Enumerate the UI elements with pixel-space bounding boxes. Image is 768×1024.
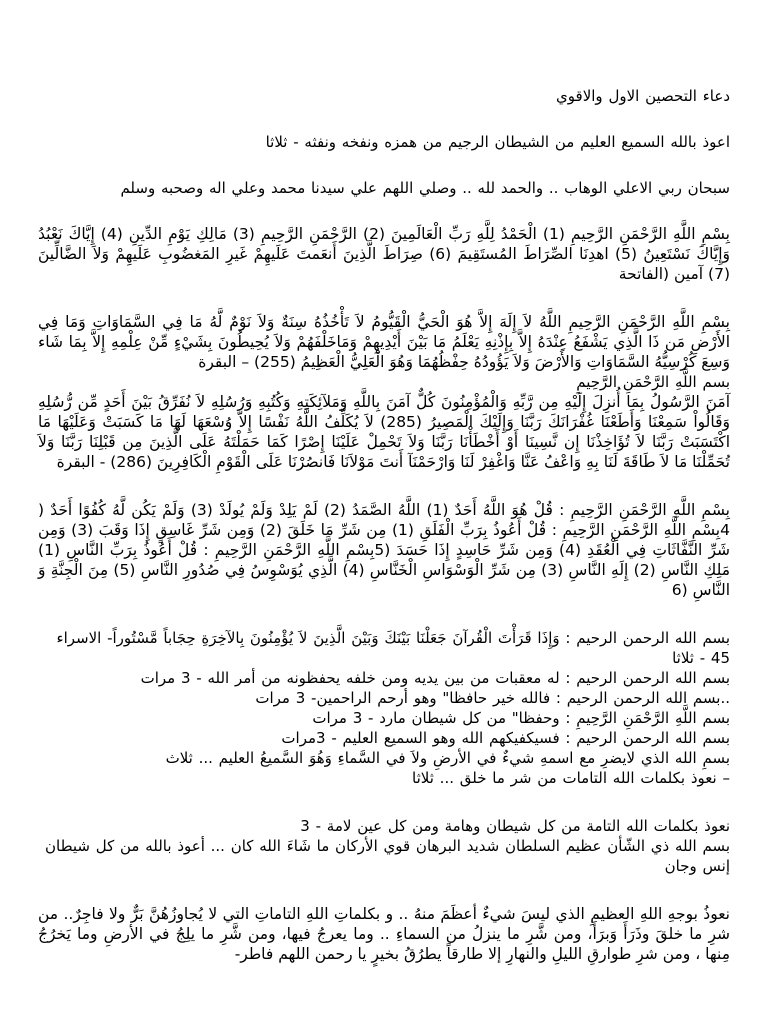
ayat-kursi-paragraph: بِسْمِ اللَّهِ الرَّحْمَنِ الرَّحِيمِ اللَّهُ لاَ إِلَهَ إِلاَّ هُوَ الْحَيُّ الْقَيُّومُ لاَ تَأْخُذُهُ سِنَةٌ وَلاَ نَوْمٌ لَّهُ مَا فِي السَّمَاوَاتِ وَمَا فِي الأَرْضِ مَن ذَا الَّذِي يَشْفَعُ عِنْدَهُ إِلاَّ بِإِذْنِهِ يَعْلَمُ مَا بَيْنَ أَيْدِيهِمْ وَمَاخَلْفَهُمْ وَلاَ يُحِيطُونَ بِشَيْءٍ مِّنْ عِلْمِهِ إِلاَّ بِمَا شَاء وَسِعَ كُرْسِيُّهُ السَّمَاوَاتِ وَالأَرْضَ وَلاَ يَؤُودُهُ حِفْظُهُمَا وَهُوَ الْعَلِيُّ الْعَظِيمُ (255) – البقرة (38, 313, 730, 371)
dua-line: ..بسم الله الرحمن الرحيم : فالله خير حافظا" وهو أرحم الراحمين- 3 مرات (255, 689, 730, 707)
naudhu-line: بسم الله ذي الشّأن عظيم السلطان شديد البرهان قوي الأركان ما شَاءَ الله كان ... أعوذ بالله من كل شيطان إنس وجان (44, 837, 730, 875)
dua-line: بسم الله الرحمن الرحيم : فسيكفيكهم الله وهو السميع العليم - 3مرات (281, 729, 730, 747)
muawwidhat-paragraph: بِسْمِ اللَّهِ الرَّحْمَنِ الرَّحِيمِ : قُلْ هُوَ اللَّهُ أَحَدٌ (1) اللَّهُ الصَّمَدُ (2) لَمْ يَلِدْ وَلَمْ يُولَدْ (3) وَلَمْ يَكُن لَّهُ كُفُوًا أَحَدٌ ( 4بِسْمِ اللَّهِ الرَّحْمَنِ الرَّحِيمِ : قُلْ أَعُوذُ بِرَبِّ الْفَلَقِ (1) مِن شَرِّ مَا خَلَقَ (2) وَمِن شَرِّ غَاسِقٍ إِذَا وَقَبَ (3) وَمِن شَرِّ النَّفَّاثَاتِ فِي الْعُقَدِ (4) وَمِن شَرِّ حَاسِدٍ إِذَا حَسَدَ (5بِسْمِ اللَّهِ الرَّحْمَنِ الرَّحِيمِ : قُلْ أَعُوذُ بِرَبِّ النَّاسِ (1) مَلِكِ النَّاسِ (2) إِلَهِ النَّاسِ (3) مِن شَرِّ الْوَسْوَاسِ الْخَنَّاسِ (4) الَّذِي يُوَسْوِسُ فِي صُدُورِ النَّاسِ (5) مِنَ الْجِنَّةِ وَ النَّاسِ (6 (38, 501, 731, 599)
final-dua-paragraph: نعوذُ بوجهِ اللهِ العظيمِ الذي ليسَ شيءٌ أعظَمَ منهُ .. و بكلماتِ اللهِ التاماتِ التي لا يُجاوزُهُنَّ بَرٌّ ولا فاجِرٌ.. من شرِ ما خلقَ وذَرَأَ وَبرَأَ، ومن شَّرِ ما ينزلُ من السماءِ .. وما يعرجُ فيها، ومن شَّرِ ما يلِجُ في الأرضِ وما يَخرُجُ مِنها ، ومن شرِ طوارقِ الليلِ والنهارِ إلا طارقاً يطرُقُ بخيرٍ يا رحمن اللهم فاطر- (38, 905, 730, 963)
dua-line: بسم الله الرحمن الرحيم : وَإِذَا قَرَأْتَ الْقُرآنَ جَعَلْنَا بَيْنَكَ وَبَيْنَ الَّذِينَ لاَ يُؤْمِنُونَ بِالآخِرَةِ حِجَاباً مَّسْتُوراً- الاسراء 45 - ثلاثا (56, 629, 730, 667)
naudhu-line: نعوذ بكلمات الله التامة من كل شيطان وهامة ومن كل عين لامة - 3 (300, 817, 730, 835)
dua-line: بسمِ الله الذي لايضرِ مع اسمهِ شيءٌ في الأرضِ ولاَ في السَّماءِ وَهُوَ السَّميعُ العليم ... ثلاث (165, 749, 730, 767)
dua-line: بسم الله الرحمن الرحيم : له معقبات من بين يديه ومن خلفه يحفظونه من أمر الله - 3 مرات (140, 669, 730, 687)
document-title: دعاء التحصين الاول والاقوي (556, 87, 730, 105)
baqarah-end-paragraph: آمَنَ الرَّسُولُ بِمَا أُنزِلَ إِلَيْهِ مِن رَّبِّهِ وَالْمُؤْمِنُونَ كُلٌّ آمَنَ بِاللَّهِ وَمَلآئِكَتِهِ وَكُتُبِهِ وَرُسُلِهِ لاَ نُفَرِّقُ بَيْنَ أَحَدٍ مِّن رُّسُلِهِ وَقَالُواْ سَمِعْنَا وَأَطَعْنَا غُفْرَانَكَ رَبَّنَا وَإِلَيْكَ الْمَصِيرُ (285) لاَ يُكَلِّفُ اللَّهُ نَفْسًا إِلاَّ وُسْعَهَا لَهَا مَا كَسَبَتْ وَعَلَيْهَا مَا اكْتَسَبَتْ رَبَّنَا لاَ تُؤَاخِذْنَا إِن نَّسِينَا أَوْ أَخْطَأْنَا رَبَّنَا وَلاَ تَحْمِلْ عَلَيْنَا إِصْرًا كَمَا حَمَلْتَهُ عَلَى الَّذِينَ مِن قَبْلِنَا رَبَّنَا وَلاَ تُحَمِّلْنَا مَا لاَ طَاقَةَ لَنَا بِهِ وَاعْفُ عَنَّا وَاغْفِرْ لَنَا وَارْحَمْنَآ أَنتَ مَوْلاَنَا فَانصُرْنَا عَلَى الْقَوْمِ الْكَافِرِينَ (286) - البقرة (38, 393, 730, 471)
taawwudh-line: اعوذ بالله السميع العليم من الشيطان الرجيم من همزه ونفخه ونفثه - ثلاثا (265, 133, 730, 151)
dua-line: – نعوذ بكلمات الله التامات من شر ما خلق ... ثلاثا (412, 769, 730, 787)
tasbih-line: سبحان ربي الاعلي الوهاب .. والحمد لله .. وصلي اللهم علي سيدنا محمد وعلي اله وصحبه وسلم (120, 179, 730, 197)
fatiha-paragraph: بِسْمِ اللَّهِ الرَّحْمَنِ الرَّحِيمِ (1) الْحَمْدُ لِلَّهِ رَبِّ الْعَالَمِينَ (2) الرَّحْمَنِ الرَّحِيمِ (3) مَالِكِ يَوْمِ الدِّينِ (4) إِيَّاكَ نَعْبُدُ وَإِيَّاكَ نَسْتَعِينُ (5) اهدِنَا الصِّرَاطَ المُستَقِيمَ (6) صِرَاطَ الَّذِينَ أَنعَمتَ عَلَيهِمْ غَيرِ المَغضُوبِ عَلَيهِمْ وَلاَ الضَّالِّينَ (7) آمين (الفاتحة (38, 225, 730, 283)
dua-line: بسم اللَّهِ الرَّحْمَنِ الرَّحِيمِ : وحفظا" من كل شيطان مارد - 3 مرات (312, 709, 730, 727)
baqarah-end-basmala: بسم اللَّهِ الرَّحْمَنِ الرَّحِيمِ (576, 373, 730, 391)
